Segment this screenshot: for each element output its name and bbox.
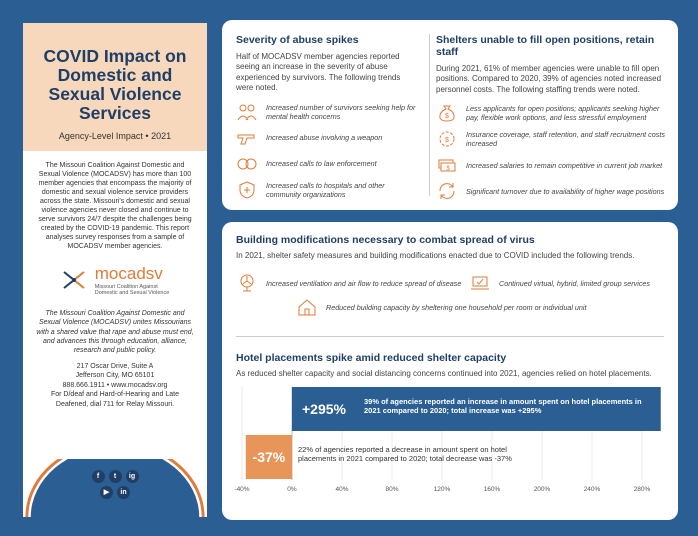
abuse-item-label: Increased calls to law enforcement [266, 159, 377, 169]
contact-info [23, 356, 207, 409]
x-tick-label: 0% [287, 486, 297, 493]
svg-text:$: $ [445, 113, 449, 121]
abuse-item-label: Increased abuse involving a weapon [266, 133, 383, 143]
report-subtitle: Agency-Level Impact • 2021 [58, 130, 172, 141]
column-divider [429, 34, 430, 196]
chart-ticks [234, 486, 650, 493]
abuse-item [236, 128, 416, 148]
fan-icon [236, 273, 258, 293]
bar-note-text: 39% of agencies reported an increase in amount spent on hotel placements in 2021 compared to 2020; total increase was +295% [364, 397, 642, 416]
address-line-2: Jefferson City, MO 65101 [75, 372, 155, 380]
section-divider [236, 336, 664, 337]
hospital-shield-icon [236, 180, 258, 200]
x-tick-label: 280% [633, 486, 651, 493]
shelters-item [436, 155, 666, 175]
building-item [469, 273, 664, 293]
linkedin-icon[interactable]: in [117, 486, 130, 499]
x-tick-label: -40% [234, 486, 250, 493]
bar-value-label: -37% [252, 449, 286, 465]
address-line-1: 217 Oscar Drive, Suite A [76, 362, 154, 370]
mocadsv-logo [23, 264, 207, 297]
abuse-text: Half of MOCADSV member agencies reported seeing an increase in the severity of abuse experienced by survivors. The following trends were noted. [236, 52, 401, 93]
abuse-heading: Severity of abuse spikes [236, 34, 359, 46]
x-tick-label: 200% [533, 486, 551, 493]
hotel-section [236, 352, 666, 379]
abuse-item [236, 102, 416, 122]
building-hotel-card [222, 222, 678, 520]
building-item [236, 273, 466, 293]
hotel-heading: Hotel placements spike amid reduced shelter capacity [236, 352, 507, 364]
hotel-text: As reduced shelter capacity and social distancing concerns continued into 2021, agencies relied on hotel placements. [236, 369, 652, 378]
youtube-icon[interactable]: ▶ [100, 486, 113, 499]
logo-name: mocadsv [94, 263, 163, 283]
building-text: In 2021, shelter safety measures and building modifications enacted due to COVID included the following trends. [236, 251, 635, 260]
shelters-item-label: Significant turnover due to availability of higher wage positions [466, 186, 665, 196]
bar-note [364, 397, 653, 427]
building-section [236, 234, 664, 317]
bar-note-text: 22% of agencies reported a decrease in amount spent on hotel placements in 2021 compared to 2020; total decrease was -37% [298, 445, 512, 464]
building-item-label: Continued virtual, hybrid, limited group services [499, 278, 651, 288]
sidebar-header [23, 23, 207, 151]
building-item-label: Increased ventilation and air flow to reduce spread of disease [266, 278, 462, 288]
sidebar [20, 20, 210, 520]
abuse-item-label: Increased calls to hospitals and other community organizations [266, 180, 385, 199]
shelters-text: During 2021, 61% of member agencies were unable to fill open positions. Compared to 2020, 39% of agencies noted increased personnel costs. The following staffing trends were noted. [436, 64, 662, 94]
relay-info: For D/deaf and Hard-of-Hearing and Late Deafened, dial 711 for Relay Missouri. [50, 391, 180, 408]
building-heading: Building modifications necessary to combat spread of virus [236, 234, 535, 246]
x-tick-label: 240% [583, 486, 601, 493]
shelters-item [436, 103, 666, 123]
hotel-spend-chart [232, 385, 672, 495]
building-item-label: Reduced building capacity by sheltering one household per room or individual unit [326, 302, 587, 312]
shelters-item-label: Less applicants for open positions; applicants seeking higher pay, flexible work options, and less stressful employment [466, 104, 660, 123]
cash-stack-icon [436, 155, 458, 175]
logo-tagline-2: Domestic and Sexual Violence [94, 290, 170, 297]
shelters-heading: Shelters unable to fill open positions, retain staff [436, 34, 655, 58]
abuse-item-label: Increased number of survivors seeking help for mental health concerns [266, 102, 416, 121]
facebook-icon[interactable]: f [92, 470, 105, 483]
laptop-check-icon [469, 273, 491, 293]
trends-card [222, 20, 678, 210]
abuse-section [236, 34, 416, 200]
abuse-item [236, 180, 416, 200]
instagram-icon[interactable]: ig [126, 470, 139, 483]
intro-text: The Missouri Coalition Against Domestic and Sexual Violence (MOCADSV) has more than 100 member agencies that encompass the majority of domestic and sexual violence service providers across the state. Missouri's domestic and sexual violence agencies never closed and continue to serve survivors 24/7 despite the challenges being created by the COVID-19 pandemic. This report analyses survey responses from a sample of MOCADSV member agencies. [38, 161, 192, 251]
people-icon [236, 102, 258, 122]
x-tick-label: 40% [335, 486, 349, 493]
twitter-icon[interactable]: t [109, 470, 122, 483]
building-item [296, 297, 664, 317]
bar-value-label: +295% [302, 401, 346, 417]
x-tick-label: 80% [385, 486, 399, 493]
shelters-item-label: Increased salaries to remain competitive in current job market [466, 160, 663, 170]
money-bag-icon [436, 103, 458, 123]
badge-icon [236, 154, 258, 174]
svg-text:$: $ [446, 166, 450, 173]
shelters-item [436, 129, 666, 149]
bar-note [298, 445, 538, 475]
chart-bars [246, 387, 661, 479]
svg-text:$: $ [445, 137, 449, 145]
social-links [23, 470, 207, 499]
shelters-section [436, 34, 666, 201]
abuse-item [236, 154, 416, 174]
logo-tagline-1: Missouri Coalition Against [94, 283, 158, 290]
phone-web: 888.666.1911 • www.mocadsv.org [62, 381, 168, 389]
turnover-icon [436, 181, 458, 201]
x-tick-label: 120% [433, 486, 451, 493]
gear-dollar-icon [436, 129, 458, 149]
x-tick-label: 160% [483, 486, 501, 493]
logo-mark-icon [61, 267, 87, 293]
shelters-item-label: Insurance coverage, staff retention, and staff recruitment costs increased [466, 130, 665, 149]
weapon-icon [236, 128, 258, 148]
house-icon [296, 297, 318, 317]
report-title: COVID Impact on Domestic and Sexual Violence Services [43, 46, 187, 123]
shelters-item [436, 181, 666, 201]
mission-text: The Missouri Coalition Against Domestic and Sexual Violence (MOCADSV) unites Missourians with a shared value that rape and abuse must end, and advances this through education, alliance, research and public policy. [36, 309, 194, 355]
